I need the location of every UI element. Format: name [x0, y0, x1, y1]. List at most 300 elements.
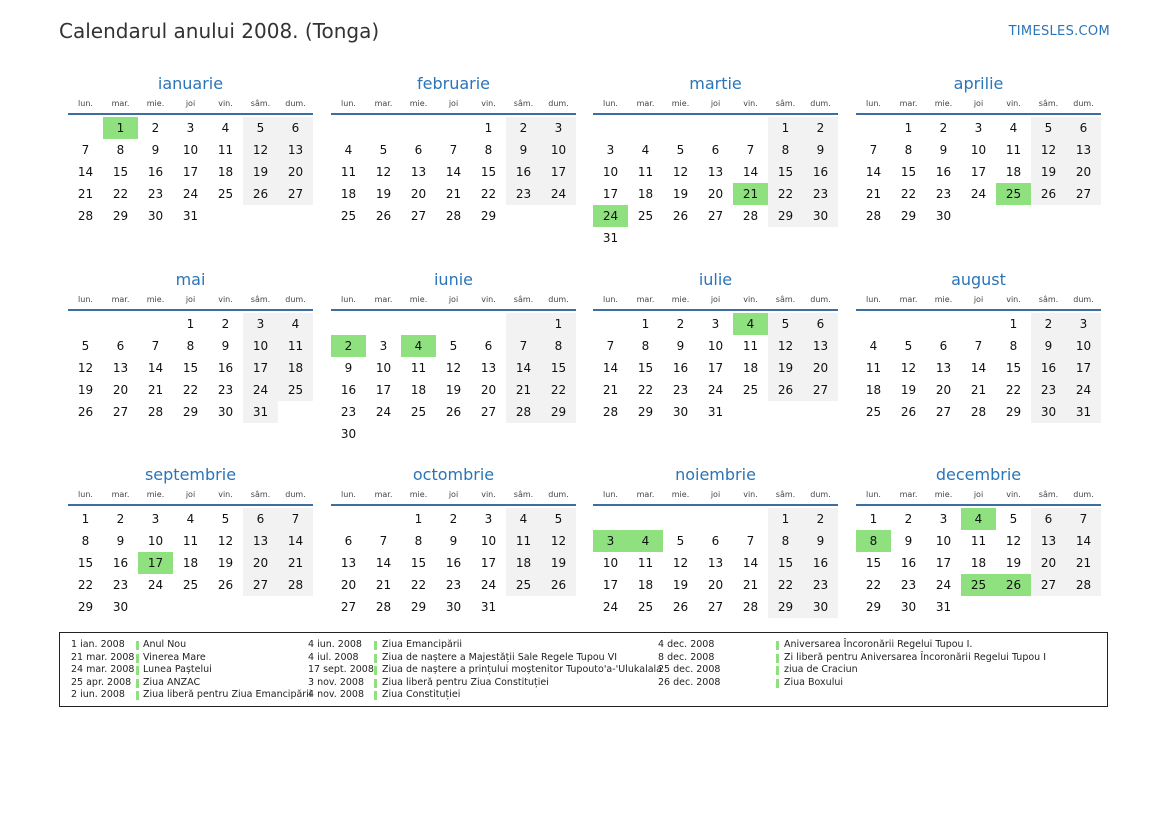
- calendar-day: 18: [865, 383, 882, 397]
- calendar-day: 6: [1031, 508, 1066, 530]
- site-link[interactable]: TIMESLES.COM: [1008, 24, 1110, 39]
- weekday-label: vin.: [481, 490, 496, 499]
- legend-date: 8 dec. 2008: [658, 651, 715, 663]
- calendar-day: 4: [869, 339, 878, 353]
- calendar-day: 30: [803, 596, 838, 618]
- calendar-day: 23: [340, 405, 357, 419]
- calendar-day: 10: [243, 335, 278, 357]
- legend-holiday-name: Lunea Paștelui: [143, 664, 212, 675]
- weekday-label: sâm.: [513, 490, 534, 499]
- legend-date: 25 apr. 2008: [71, 676, 132, 688]
- empty-day: [593, 313, 628, 335]
- calendar-day: 5: [449, 339, 458, 353]
- days-grid: [593, 313, 838, 423]
- holiday-day: 24: [593, 205, 628, 227]
- legend-holiday-name: Ziua de naștere a prințului moștenitor Tupouto'a-'Ulukalala: [382, 664, 662, 675]
- calendar-day: 8: [768, 530, 803, 552]
- calendar-day: 14: [970, 361, 987, 375]
- empty-day: [208, 205, 243, 227]
- empty-day: [471, 313, 506, 335]
- calendar-day: 14: [865, 165, 882, 179]
- calendar-day: 2: [1031, 313, 1066, 335]
- legend-date: 24 mar. 2008: [71, 664, 135, 675]
- calendar-day: 21: [742, 578, 759, 592]
- days-grid: [856, 117, 1101, 227]
- calendar-day: 17: [375, 383, 392, 397]
- calendar-day: 31: [707, 405, 724, 419]
- weekday-label: joi: [185, 490, 196, 499]
- calendar-day: 18: [637, 187, 654, 201]
- calendar-day: 3: [186, 121, 195, 135]
- holiday-marker: [136, 679, 139, 688]
- calendar-day: 26: [768, 379, 803, 401]
- calendar-day: 24: [602, 600, 619, 614]
- calendar-day: 10: [602, 165, 619, 179]
- calendar-day: 9: [221, 339, 230, 353]
- holiday-marker: [374, 691, 377, 700]
- legend-holiday-name: Ziua liberă pentru Ziua Emancipării: [143, 689, 312, 700]
- calendar-day: 21: [445, 187, 462, 201]
- month-octombrie: [331, 464, 576, 618]
- holiday-day: 4: [401, 335, 436, 357]
- calendar-day: 6: [803, 313, 838, 335]
- calendar-day: 10: [182, 143, 199, 157]
- calendar-day: 5: [676, 143, 685, 157]
- calendar-day: 23: [803, 574, 838, 596]
- holiday-marker: [136, 691, 139, 700]
- empty-day: [401, 313, 436, 335]
- month-name: martie: [689, 74, 742, 93]
- weekday-label: lun.: [603, 490, 618, 499]
- holiday-day: 4: [733, 313, 768, 335]
- calendar-day: 7: [869, 143, 878, 157]
- calendar-day: 26: [375, 209, 392, 223]
- calendar-day: 18: [340, 187, 357, 201]
- calendar-day: 25: [217, 187, 234, 201]
- calendar-day: 29: [768, 205, 803, 227]
- empty-day: [401, 117, 436, 139]
- calendar-day: 29: [77, 600, 94, 614]
- weekday-label: lun.: [78, 99, 93, 108]
- calendar-day: 5: [243, 117, 278, 139]
- empty-day: [278, 401, 313, 423]
- calendar-day: 1: [1009, 317, 1018, 331]
- calendar-day: 11: [182, 534, 199, 548]
- calendar-day: 27: [803, 379, 838, 401]
- calendar-day: 8: [186, 339, 195, 353]
- calendar-day: 16: [935, 165, 952, 179]
- weekday-label: joi: [448, 295, 459, 304]
- calendar-day: 15: [768, 552, 803, 574]
- calendar-day: 31: [480, 600, 497, 614]
- calendar-day: 16: [803, 161, 838, 183]
- weekday-label: dum.: [285, 490, 306, 499]
- weekday-label: vin.: [1006, 490, 1021, 499]
- holiday-marker: [374, 654, 377, 663]
- weekday-label: joi: [448, 99, 459, 108]
- weekday-label: dum.: [1073, 99, 1094, 108]
- month-februarie: [331, 73, 576, 227]
- month-name: noiembrie: [675, 465, 756, 484]
- calendar-day: 22: [182, 383, 199, 397]
- calendar-day: 5: [904, 339, 913, 353]
- weekday-header: [856, 95, 1101, 115]
- weekday-label: joi: [448, 490, 459, 499]
- legend-date: 2 iun. 2008: [71, 689, 125, 700]
- month-ianuarie: [68, 73, 313, 227]
- calendar-day: 15: [480, 165, 497, 179]
- calendar-day: 11: [506, 530, 541, 552]
- weekday-label: mar.: [899, 295, 918, 304]
- calendar-day: 11: [340, 165, 357, 179]
- empty-day: [506, 596, 541, 618]
- empty-day: [961, 205, 996, 227]
- holiday-marker: [776, 666, 779, 675]
- weekday-label: mie.: [409, 490, 428, 499]
- calendar-day: 12: [77, 361, 94, 375]
- calendar-day: 17: [707, 361, 724, 375]
- calendar-day: 7: [606, 339, 615, 353]
- weekday-label: joi: [973, 490, 984, 499]
- calendar-day: 20: [112, 383, 129, 397]
- calendar-day: 24: [375, 405, 392, 419]
- calendar-day: 27: [935, 405, 952, 419]
- weekday-label: joi: [710, 295, 721, 304]
- calendar-day: 2: [939, 121, 948, 135]
- calendar-day: 28: [278, 574, 313, 596]
- days-grid: [68, 313, 313, 423]
- calendar-day: 4: [278, 313, 313, 335]
- days-grid: [331, 508, 576, 618]
- calendar-day: 24: [182, 187, 199, 201]
- calendar-day: 22: [1005, 383, 1022, 397]
- calendar-day: 19: [900, 383, 917, 397]
- legend-date: 3 nov. 2008: [308, 676, 364, 688]
- holiday-day: 1: [103, 117, 138, 139]
- legend-holiday-name: Ziua ANZAC: [143, 676, 201, 688]
- calendar-day: 31: [243, 401, 278, 423]
- calendar-day: 30: [112, 600, 129, 614]
- weekday-label: sâm.: [775, 490, 796, 499]
- calendar-day: 18: [410, 383, 427, 397]
- calendar-day: 8: [641, 339, 650, 353]
- month-aprilie: [856, 73, 1101, 227]
- legend-holiday-name: Vinerea Mare: [143, 651, 206, 663]
- calendar-day: 23: [1031, 379, 1066, 401]
- calendar-day: 4: [1009, 121, 1018, 135]
- calendar-day: 22: [900, 187, 917, 201]
- calendar-day: 2: [221, 317, 230, 331]
- calendar-day: 21: [1066, 552, 1101, 574]
- weekday-label: vin.: [743, 490, 758, 499]
- empty-day: [138, 596, 173, 618]
- weekday-header: [331, 95, 576, 115]
- calendar-day: 4: [221, 121, 230, 135]
- calendar-day: 3: [606, 143, 615, 157]
- calendar-day: 15: [112, 165, 129, 179]
- calendar-day: 17: [970, 165, 987, 179]
- empty-day: [698, 227, 733, 249]
- holiday-day: 25: [996, 183, 1031, 205]
- month-martie: [593, 73, 838, 249]
- calendar-day: 13: [1031, 530, 1066, 552]
- calendar-day: 30: [340, 427, 357, 441]
- calendar-day: 1: [768, 508, 803, 530]
- empty-day: [593, 117, 628, 139]
- empty-day: [768, 227, 803, 249]
- calendar-day: 28: [375, 600, 392, 614]
- weekday-label: mie.: [671, 295, 690, 304]
- legend-date: 17 sept. 2008: [308, 664, 374, 675]
- calendar-day: 21: [506, 379, 541, 401]
- calendar-day: 28: [1066, 574, 1101, 596]
- calendar-day: 25: [637, 209, 654, 223]
- weekday-header: [593, 291, 838, 311]
- calendar-day: 26: [541, 574, 576, 596]
- empty-day: [663, 227, 698, 249]
- calendar-day: 31: [602, 231, 619, 245]
- calendar-day: 27: [340, 600, 357, 614]
- calendar-day: 27: [480, 405, 497, 419]
- calendar-day: 12: [445, 361, 462, 375]
- empty-day: [663, 117, 698, 139]
- calendar-day: 26: [1031, 183, 1066, 205]
- calendar-day: 1: [869, 512, 878, 526]
- empty-day: [68, 117, 103, 139]
- legend-date: 4 iun. 2008: [308, 639, 362, 650]
- weekday-label: vin.: [1006, 99, 1021, 108]
- weekday-label: vin.: [481, 99, 496, 108]
- weekday-label: lun.: [341, 295, 356, 304]
- calendar-day: 25: [182, 578, 199, 592]
- holiday-marker: [776, 679, 779, 688]
- month-name: februarie: [416, 74, 491, 93]
- calendar-day: 19: [217, 556, 234, 570]
- weekday-label: mar.: [374, 295, 393, 304]
- calendar-day: 9: [344, 361, 353, 375]
- legend-row: [308, 652, 648, 665]
- calendar-day: 8: [768, 139, 803, 161]
- calendar-day: 7: [746, 143, 755, 157]
- empty-day: [401, 423, 436, 445]
- page-title: Calendarul anului 2008. (Tonga): [59, 19, 380, 43]
- weekday-label: mie.: [934, 490, 953, 499]
- empty-day: [961, 596, 996, 618]
- calendar-day: 24: [147, 578, 164, 592]
- weekday-label: lun.: [866, 295, 881, 304]
- calendar-day: 17: [182, 165, 199, 179]
- calendar-day: 18: [970, 556, 987, 570]
- legend-holiday-name: ziua de Craciun: [784, 664, 858, 675]
- weekday-label: joi: [185, 99, 196, 108]
- calendar-day: 20: [803, 357, 838, 379]
- calendar-day: 21: [865, 187, 882, 201]
- days-grid: [856, 313, 1101, 423]
- month-iunie: [331, 269, 576, 445]
- calendar-day: 30: [147, 209, 164, 223]
- calendar-day: 29: [410, 600, 427, 614]
- calendar-day: 19: [768, 357, 803, 379]
- empty-day: [768, 401, 803, 423]
- holiday-day: 4: [628, 530, 663, 552]
- legend-date: 25 dec. 2008: [658, 664, 721, 675]
- holiday-marker: [136, 641, 139, 650]
- calendar-day: 1: [81, 512, 90, 526]
- weekday-label: mar.: [111, 295, 130, 304]
- empty-day: [803, 401, 838, 423]
- calendar-day: 3: [541, 117, 576, 139]
- calendar-day: 7: [81, 143, 90, 157]
- calendar-day: 28: [506, 401, 541, 423]
- month-iulie: [593, 269, 838, 423]
- calendar-day: 10: [1066, 335, 1101, 357]
- calendar-day: 11: [637, 556, 654, 570]
- calendar-day: 12: [672, 556, 689, 570]
- legend-row: [308, 639, 648, 652]
- holiday-day: 4: [961, 508, 996, 530]
- holiday-marker: [776, 654, 779, 663]
- days-grid: [593, 117, 838, 249]
- month-name: ianuarie: [157, 74, 224, 93]
- calendar-day: 27: [243, 574, 278, 596]
- weekday-label: joi: [973, 295, 984, 304]
- weekday-label: vin.: [218, 490, 233, 499]
- calendar-day: 28: [742, 209, 759, 223]
- empty-day: [541, 423, 576, 445]
- weekday-header: [593, 486, 838, 506]
- legend-row: [658, 639, 1098, 652]
- calendar-day: 9: [939, 143, 948, 157]
- weekday-header: [68, 486, 313, 506]
- empty-day: [1066, 596, 1101, 618]
- calendar-day: 17: [602, 187, 619, 201]
- calendar-day: 30: [803, 205, 838, 227]
- empty-day: [138, 313, 173, 335]
- weekday-label: dum.: [1073, 490, 1094, 499]
- empty-day: [803, 227, 838, 249]
- days-grid: [856, 508, 1101, 618]
- calendar-day: 19: [445, 383, 462, 397]
- empty-day: [471, 423, 506, 445]
- calendar-day: 9: [449, 534, 458, 548]
- weekday-label: mar.: [374, 490, 393, 499]
- calendar-day: 16: [217, 361, 234, 375]
- weekday-label: sâm.: [250, 99, 271, 108]
- calendar-day: 14: [77, 165, 94, 179]
- calendar-day: 14: [602, 361, 619, 375]
- calendar-day: 5: [768, 313, 803, 335]
- calendar-day: 10: [602, 556, 619, 570]
- calendar-day: 7: [379, 534, 388, 548]
- legend-date: 26 dec. 2008: [658, 676, 721, 688]
- calendar-day: 14: [445, 165, 462, 179]
- empty-day: [331, 117, 366, 139]
- calendar-day: 21: [375, 578, 392, 592]
- calendar-day: 22: [637, 383, 654, 397]
- empty-day: [436, 423, 471, 445]
- weekday-label: mie.: [409, 295, 428, 304]
- calendar-day: 30: [217, 405, 234, 419]
- calendar-day: 13: [707, 556, 724, 570]
- empty-day: [698, 508, 733, 530]
- calendar-day: 18: [217, 165, 234, 179]
- calendar-day: 12: [217, 534, 234, 548]
- empty-day: [628, 227, 663, 249]
- weekday-label: mar.: [636, 295, 655, 304]
- calendar-day: 6: [344, 534, 353, 548]
- calendar-day: 24: [1066, 379, 1101, 401]
- empty-day: [996, 596, 1031, 618]
- empty-day: [278, 596, 313, 618]
- legend-holiday-name: Anul Nou: [143, 639, 187, 650]
- calendar-day: 10: [541, 139, 576, 161]
- empty-day: [926, 313, 961, 335]
- calendar-day: 2: [116, 512, 125, 526]
- calendar-day: 12: [768, 335, 803, 357]
- calendar-day: 30: [672, 405, 689, 419]
- calendar-day: 13: [410, 165, 427, 179]
- calendar-day: 27: [1031, 574, 1066, 596]
- calendar-day: 28: [970, 405, 987, 419]
- empty-day: [366, 313, 401, 335]
- calendar-day: 11: [1005, 143, 1022, 157]
- calendar-day: 23: [112, 578, 129, 592]
- calendar-day: 13: [340, 556, 357, 570]
- weekday-label: joi: [710, 490, 721, 499]
- calendar-day: 8: [904, 143, 913, 157]
- calendar-day: 30: [935, 209, 952, 223]
- empty-day: [733, 508, 768, 530]
- calendar-day: 20: [340, 578, 357, 592]
- calendar-day: 31: [935, 600, 952, 614]
- weekday-header: [68, 95, 313, 115]
- calendar-day: 23: [445, 578, 462, 592]
- empty-day: [68, 313, 103, 335]
- weekday-label: dum.: [810, 99, 831, 108]
- calendar-day: 10: [147, 534, 164, 548]
- calendar-day: 2: [803, 508, 838, 530]
- calendar-day: 17: [602, 578, 619, 592]
- calendar-day: 23: [803, 183, 838, 205]
- holiday-day: 26: [996, 574, 1031, 596]
- calendar-day: 7: [449, 143, 458, 157]
- calendar-day: 2: [506, 117, 541, 139]
- calendar-day: 20: [243, 552, 278, 574]
- calendar-day: 3: [711, 317, 720, 331]
- calendar-day: 15: [900, 165, 917, 179]
- month-name: septembrie: [144, 465, 237, 484]
- calendar-day: 21: [970, 383, 987, 397]
- calendar-day: 1: [641, 317, 650, 331]
- calendar-day: 15: [182, 361, 199, 375]
- calendar-day: 11: [865, 361, 882, 375]
- calendar-day: 14: [506, 357, 541, 379]
- days-grid: [331, 313, 576, 445]
- calendar-day: 2: [904, 512, 913, 526]
- calendar-day: 18: [182, 556, 199, 570]
- legend-row: [658, 652, 1098, 665]
- empty-day: [856, 117, 891, 139]
- calendar-day: 20: [707, 187, 724, 201]
- calendar-day: 5: [379, 143, 388, 157]
- legend-row: [658, 677, 1098, 690]
- weekday-label: lun.: [341, 490, 356, 499]
- calendar-day: 25: [278, 379, 313, 401]
- calendar-day: 12: [1031, 139, 1066, 161]
- calendar-day: 15: [77, 556, 94, 570]
- calendar-day: 15: [541, 357, 576, 379]
- calendar-day: 22: [541, 379, 576, 401]
